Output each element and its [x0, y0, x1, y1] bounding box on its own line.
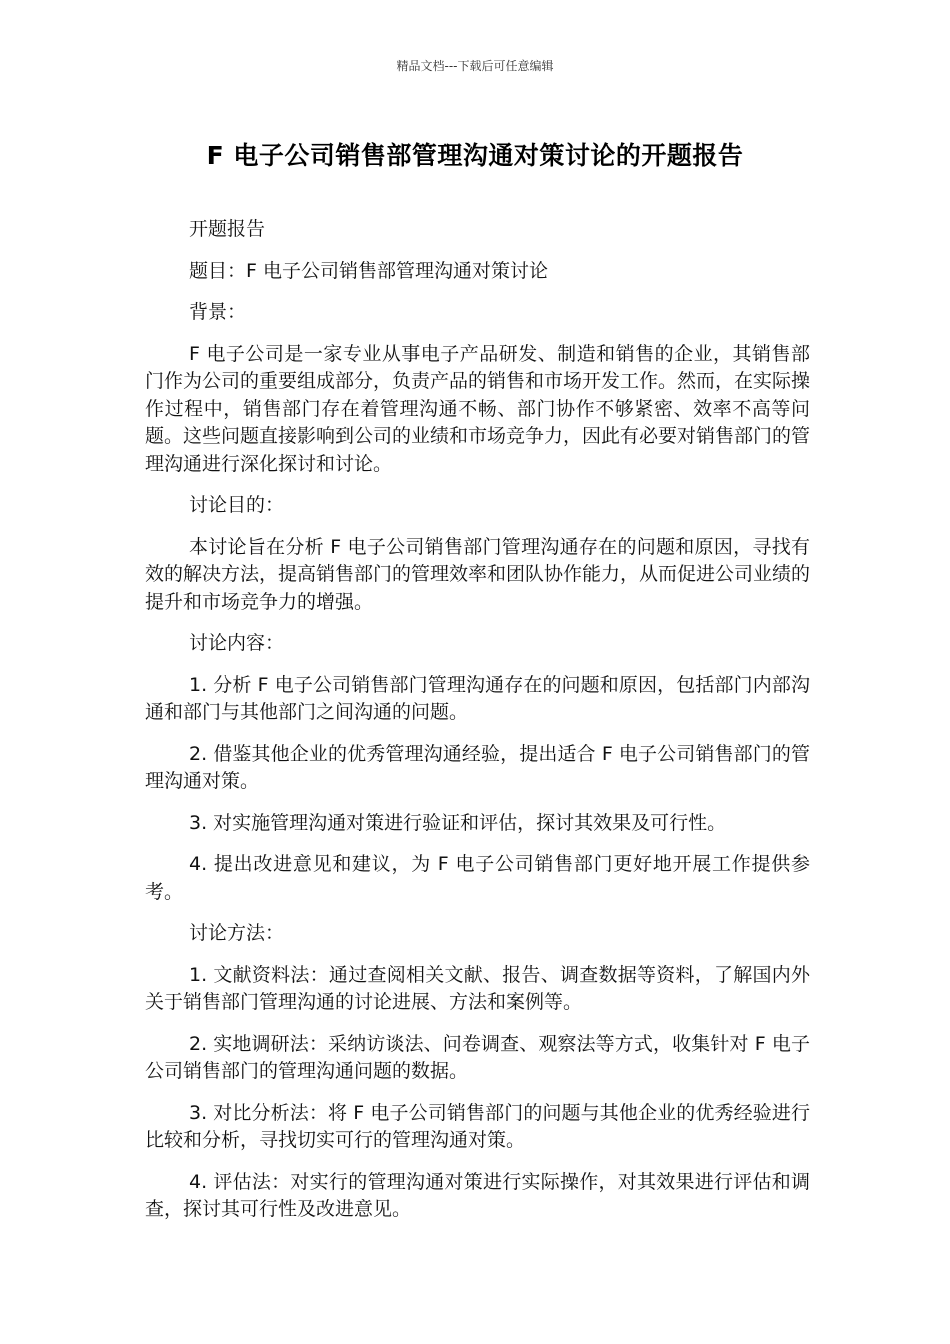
paragraph-topic: 题目：F 电子公司销售部管理沟通对策讨论 [189, 259, 548, 282]
paragraph-background: F 电子公司是一家专业从事电子产品研发、制造和销售的企业，其销售部门作为公司的重要组成部分，负责产品的销售和市场开发工作。然而，在实际操作过程中，销售部门存在着管理沟通不畅、部门协作不够紧密、效率不高等问题。这些问题直接影响到公司的业绩和市场竞争力，因此有必要对销售部门的管理沟通进行深化探讨和讨论。 [145, 342, 811, 475]
list-item-content-1: 1. 分析 F 电子公司销售部门管理沟通存在的问题和原因，包括部门内部沟通和部门与其他部门之间沟通的问题。 [145, 673, 810, 723]
list-item-method-2: 2. 实地调研法：采纳访谈法、问卷调查、观察法等方式，收集针对 F 电子公司销售部门的管理沟通问题的数据。 [145, 1032, 810, 1082]
list-item-content-3: 3. 对实施管理沟通对策进行验证和评估，探讨其效果及可行性。 [189, 811, 727, 834]
document-title: F 电子公司销售部管理沟通对策讨论的开题报告 [206, 141, 744, 170]
paragraph-heading-report: 开题报告 [189, 218, 266, 240]
list-item-method-4: 4. 评估法：对实行的管理沟通对策进行实际操作，对其效果进行评估和调查，探讨其可行性及改进意见。 [145, 1170, 810, 1220]
list-item-content-2: 2. 借鉴其他企业的优秀管理沟通经验，提出适合 F 电子公司销售部门的管理沟通对策。 [145, 742, 810, 792]
paragraph-heading-purpose: 讨论目的： [189, 494, 285, 516]
paragraph-heading-background: 背景： [189, 301, 247, 323]
document-body [145, 216, 810, 1224]
list-item-method-1: 1. 文献资料法：通过查阅相关文献、报告、调查数据等资料，了解国内外关于销售部门管理沟通的讨论进展、方法和案例等。 [145, 963, 810, 1013]
paragraph-heading-method: 讨论方法： [189, 922, 285, 944]
paragraph-heading-content: 讨论内容： [189, 632, 285, 654]
header-note: 精品文档---下载后可任意编辑 [396, 59, 554, 73]
list-item-method-3: 3. 对比分析法：将 F 电子公司销售部门的问题与其他企业的优秀经验进行比较和分析，寻找切实可行的管理沟通对策。 [145, 1101, 810, 1151]
paragraph-purpose: 本讨论旨在分析 F 电子公司销售部门管理沟通存在的问题和原因，寻找有效的解决方法，提高销售部门的管理效率和团队协作能力，从而促进公司业绩的提升和市场竞争力的增强。 [145, 535, 811, 613]
list-item-content-4: 4. 提出改进意见和建议，为 F 电子公司销售部门更好地开展工作提供参考。 [145, 853, 810, 903]
